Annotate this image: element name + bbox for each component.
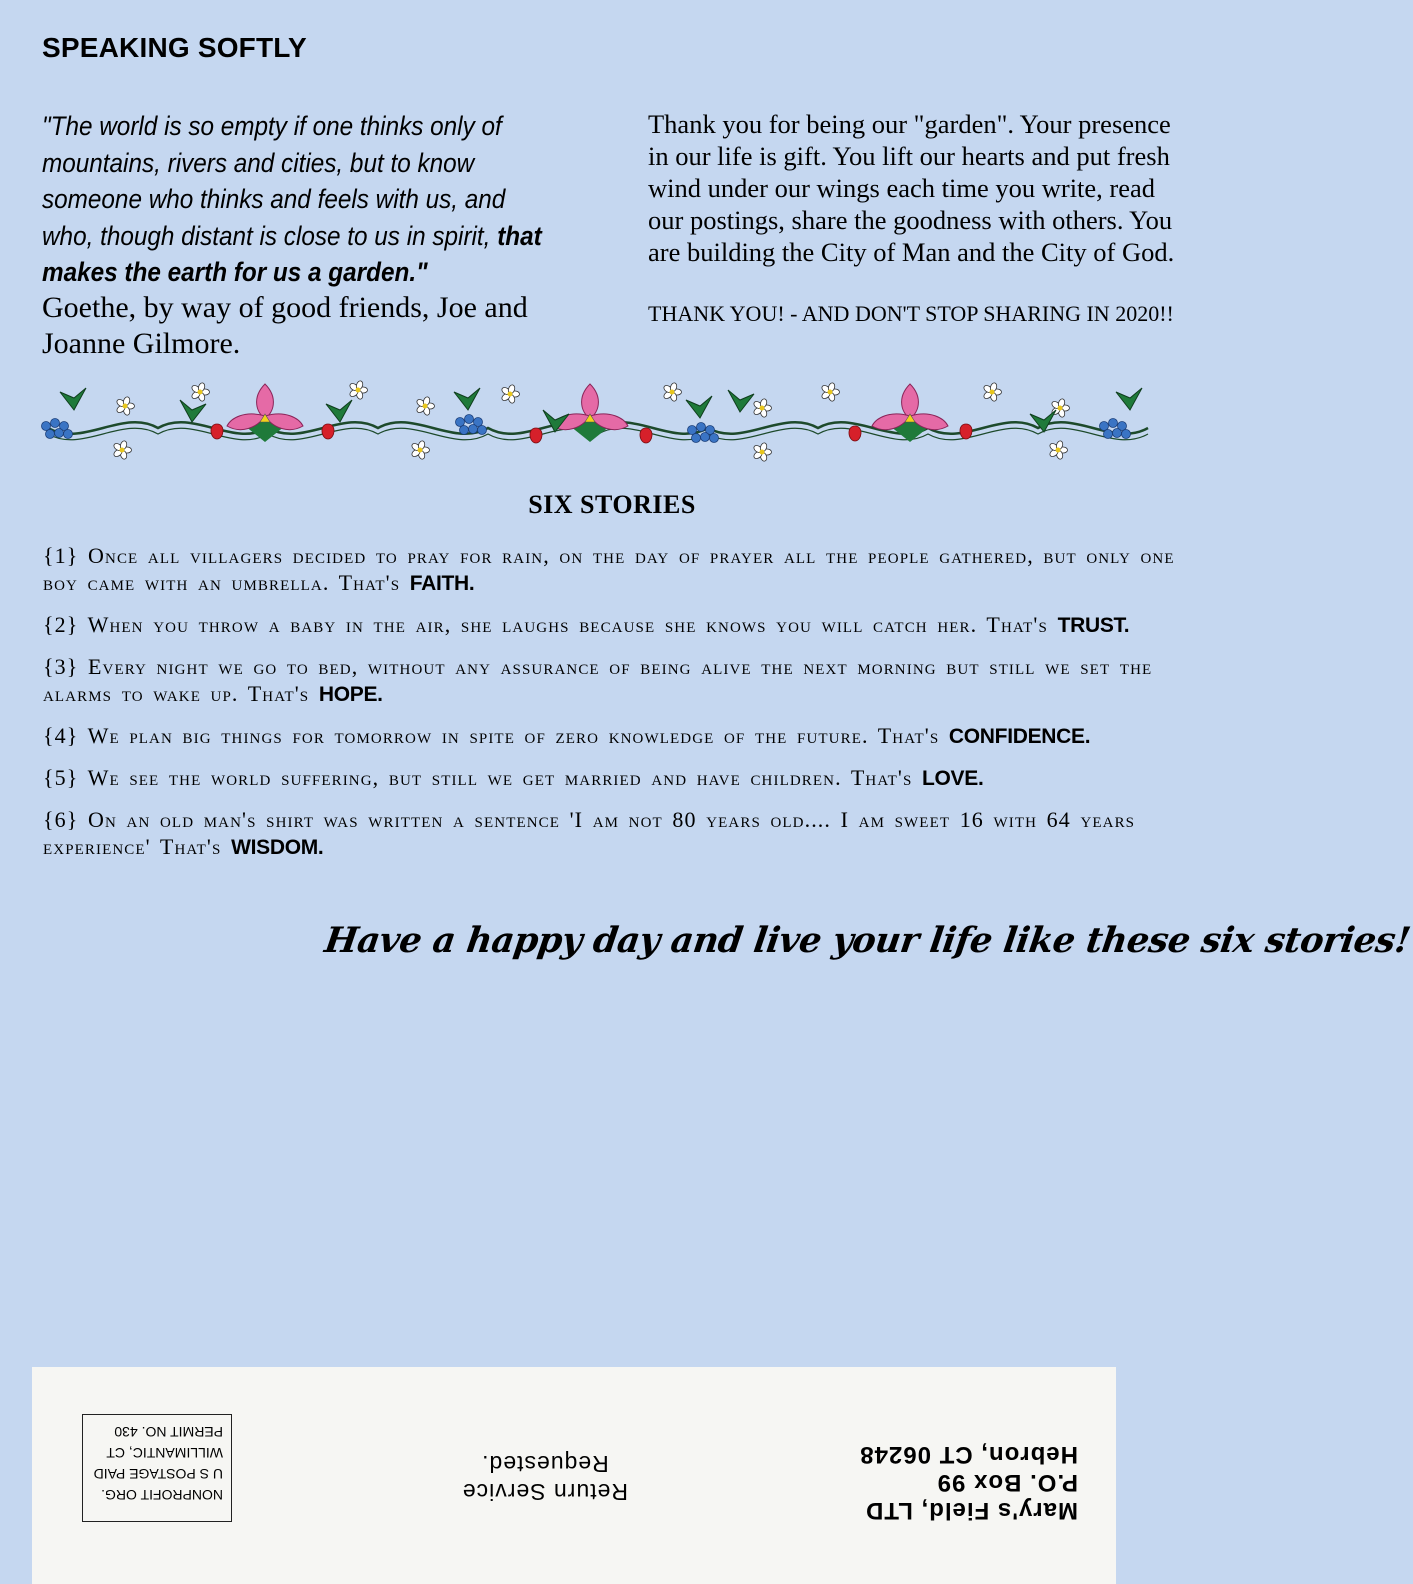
closing-message: Have a happy day and live your life like these six stories! — [322, 920, 1413, 961]
blue-berry — [1100, 422, 1109, 431]
blue-berry — [465, 415, 474, 424]
thank-you-caps: THANK YOU! - AND DON'T STOP SHARING IN 2020!! — [648, 301, 1174, 326]
leaf — [180, 400, 206, 422]
story-text: {6} On an old man's shirt was written a sentence 'I am not 80 years old.... I am sweet 16 with 64 years experience' That's — [43, 807, 1136, 859]
story-text: {4} We plan big things for tomorrow in spite of zero knowledge of the future. That's — [43, 723, 940, 748]
daisy-center — [1058, 406, 1063, 411]
daisy-center — [418, 448, 423, 453]
daisy-center — [990, 390, 995, 395]
leaf — [686, 396, 712, 418]
blue-berry — [701, 433, 710, 442]
postage-line: WILLIMANTIC, CT — [106, 1445, 223, 1461]
story-virtue: HOPE. — [318, 683, 383, 706]
story-5 — [43, 764, 1183, 792]
blue-berry — [688, 426, 697, 435]
thank-you-text: Thank you for being our "garden". Your presence in our life is gift. You lift our hearts and put fresh wind under our wings each time you write, read our postings, share the goodness with others. You are building the City of Man and the City of God. — [648, 109, 1175, 267]
mailing-panel-inverted — [32, 1367, 1116, 1584]
leaf — [326, 400, 352, 422]
daisy-center — [670, 390, 675, 395]
story-text: {1} Once all villagers decided to pray for rain, on the day of prayer all the people gathered, but only one boy came with an umbrella. That's — [43, 543, 1175, 595]
story-3 — [43, 653, 1183, 708]
page-title: SPEAKING SOFTLY — [42, 32, 307, 63]
story-6 — [43, 806, 1183, 861]
lily-petal — [257, 384, 274, 418]
story-virtue: LOVE. — [922, 767, 984, 790]
story-virtue: TRUST. — [1057, 614, 1130, 637]
daisy-center — [198, 390, 203, 395]
story-text: {5} We see the world suffering, but still we get married and have children. That's — [43, 765, 913, 790]
leaf — [1116, 388, 1142, 410]
daisy-center — [508, 392, 513, 397]
blue-berry — [1109, 419, 1118, 428]
stories-heading: SIX STORIES — [528, 490, 696, 519]
story-1 — [43, 542, 1183, 597]
daisy-center — [123, 404, 128, 409]
lily-petal — [902, 384, 919, 418]
red-berry — [322, 424, 334, 439]
sender-line: Hebron, CT 06248 — [859, 1441, 1078, 1468]
mailing-panel — [32, 1367, 1116, 1584]
leaf — [60, 388, 86, 410]
daisy-center — [760, 406, 765, 411]
blue-berry — [46, 430, 55, 439]
lily-petal — [582, 384, 599, 418]
return-service-line: Return Service — [461, 1479, 628, 1505]
blue-berry — [460, 426, 469, 435]
blue-berry — [1104, 430, 1113, 439]
daisy-center — [1056, 448, 1061, 453]
leaf — [728, 390, 754, 412]
story-text: {3} Every night we go to bed, without any assurance of being alive the next morning but still we set the alarms to wake up. That's — [43, 654, 1153, 706]
daisy-center — [760, 450, 765, 455]
sender-address — [859, 1440, 1078, 1524]
red-berry — [849, 426, 861, 441]
story-virtue: CONFIDENCE. — [948, 725, 1091, 748]
blue-berry — [456, 418, 465, 427]
postage-line: U S POSTAGE PAID — [93, 1466, 223, 1482]
daisy-center — [120, 448, 125, 453]
blue-berry — [51, 419, 60, 428]
postage-indicia — [82, 1414, 232, 1522]
return-service-line: Requested. — [481, 1451, 609, 1477]
daisy-center — [828, 390, 833, 395]
postage-line: NONPROFIT ORG. — [101, 1487, 223, 1503]
postage-line: PERMIT NO. 430 — [114, 1424, 223, 1440]
story-2 — [43, 611, 1183, 639]
floral-vine-divider — [40, 378, 1150, 470]
quote-attribution: Goethe, by way of good friends, Joe and Joanne Gilmore. — [42, 291, 528, 360]
story-virtue: FAITH. — [409, 572, 475, 595]
red-berry — [960, 424, 972, 439]
story-4 — [43, 722, 1183, 750]
blue-berry — [55, 429, 64, 438]
sender-line: Mary's Field, LTD — [865, 1497, 1078, 1524]
red-berry — [640, 428, 652, 443]
blue-berry — [478, 426, 487, 435]
quote-text: "The world is so empty if one thinks only of mountains, rivers and cities, but to know someone who thinks and feels with us, and who, though distant is close to us in spirit, — [42, 111, 506, 251]
blue-berry — [692, 434, 701, 443]
blue-berry — [42, 422, 51, 431]
red-berry — [211, 424, 223, 439]
daisy-center — [423, 404, 428, 409]
return-service-notice — [462, 1450, 628, 1506]
blue-berry — [697, 423, 706, 432]
story-virtue: WISDOM. — [231, 836, 324, 859]
leaf — [454, 388, 480, 410]
sender-line: P.O. Box 99 — [936, 1469, 1078, 1496]
blue-berry — [1122, 430, 1131, 439]
goethe-quote — [42, 108, 546, 291]
story-text: {2} When you throw a baby in the air, she laughs because she knows you will catch her. That's — [43, 612, 1048, 637]
red-berry — [530, 428, 542, 443]
stories-list — [43, 542, 1183, 875]
blue-berry — [710, 434, 719, 443]
blue-berry — [64, 430, 73, 439]
quote-emphasis: that makes the earth for us a garden." — [42, 220, 542, 287]
blue-berry — [469, 425, 478, 434]
daisy-center — [356, 388, 361, 393]
blue-berry — [1113, 429, 1122, 438]
